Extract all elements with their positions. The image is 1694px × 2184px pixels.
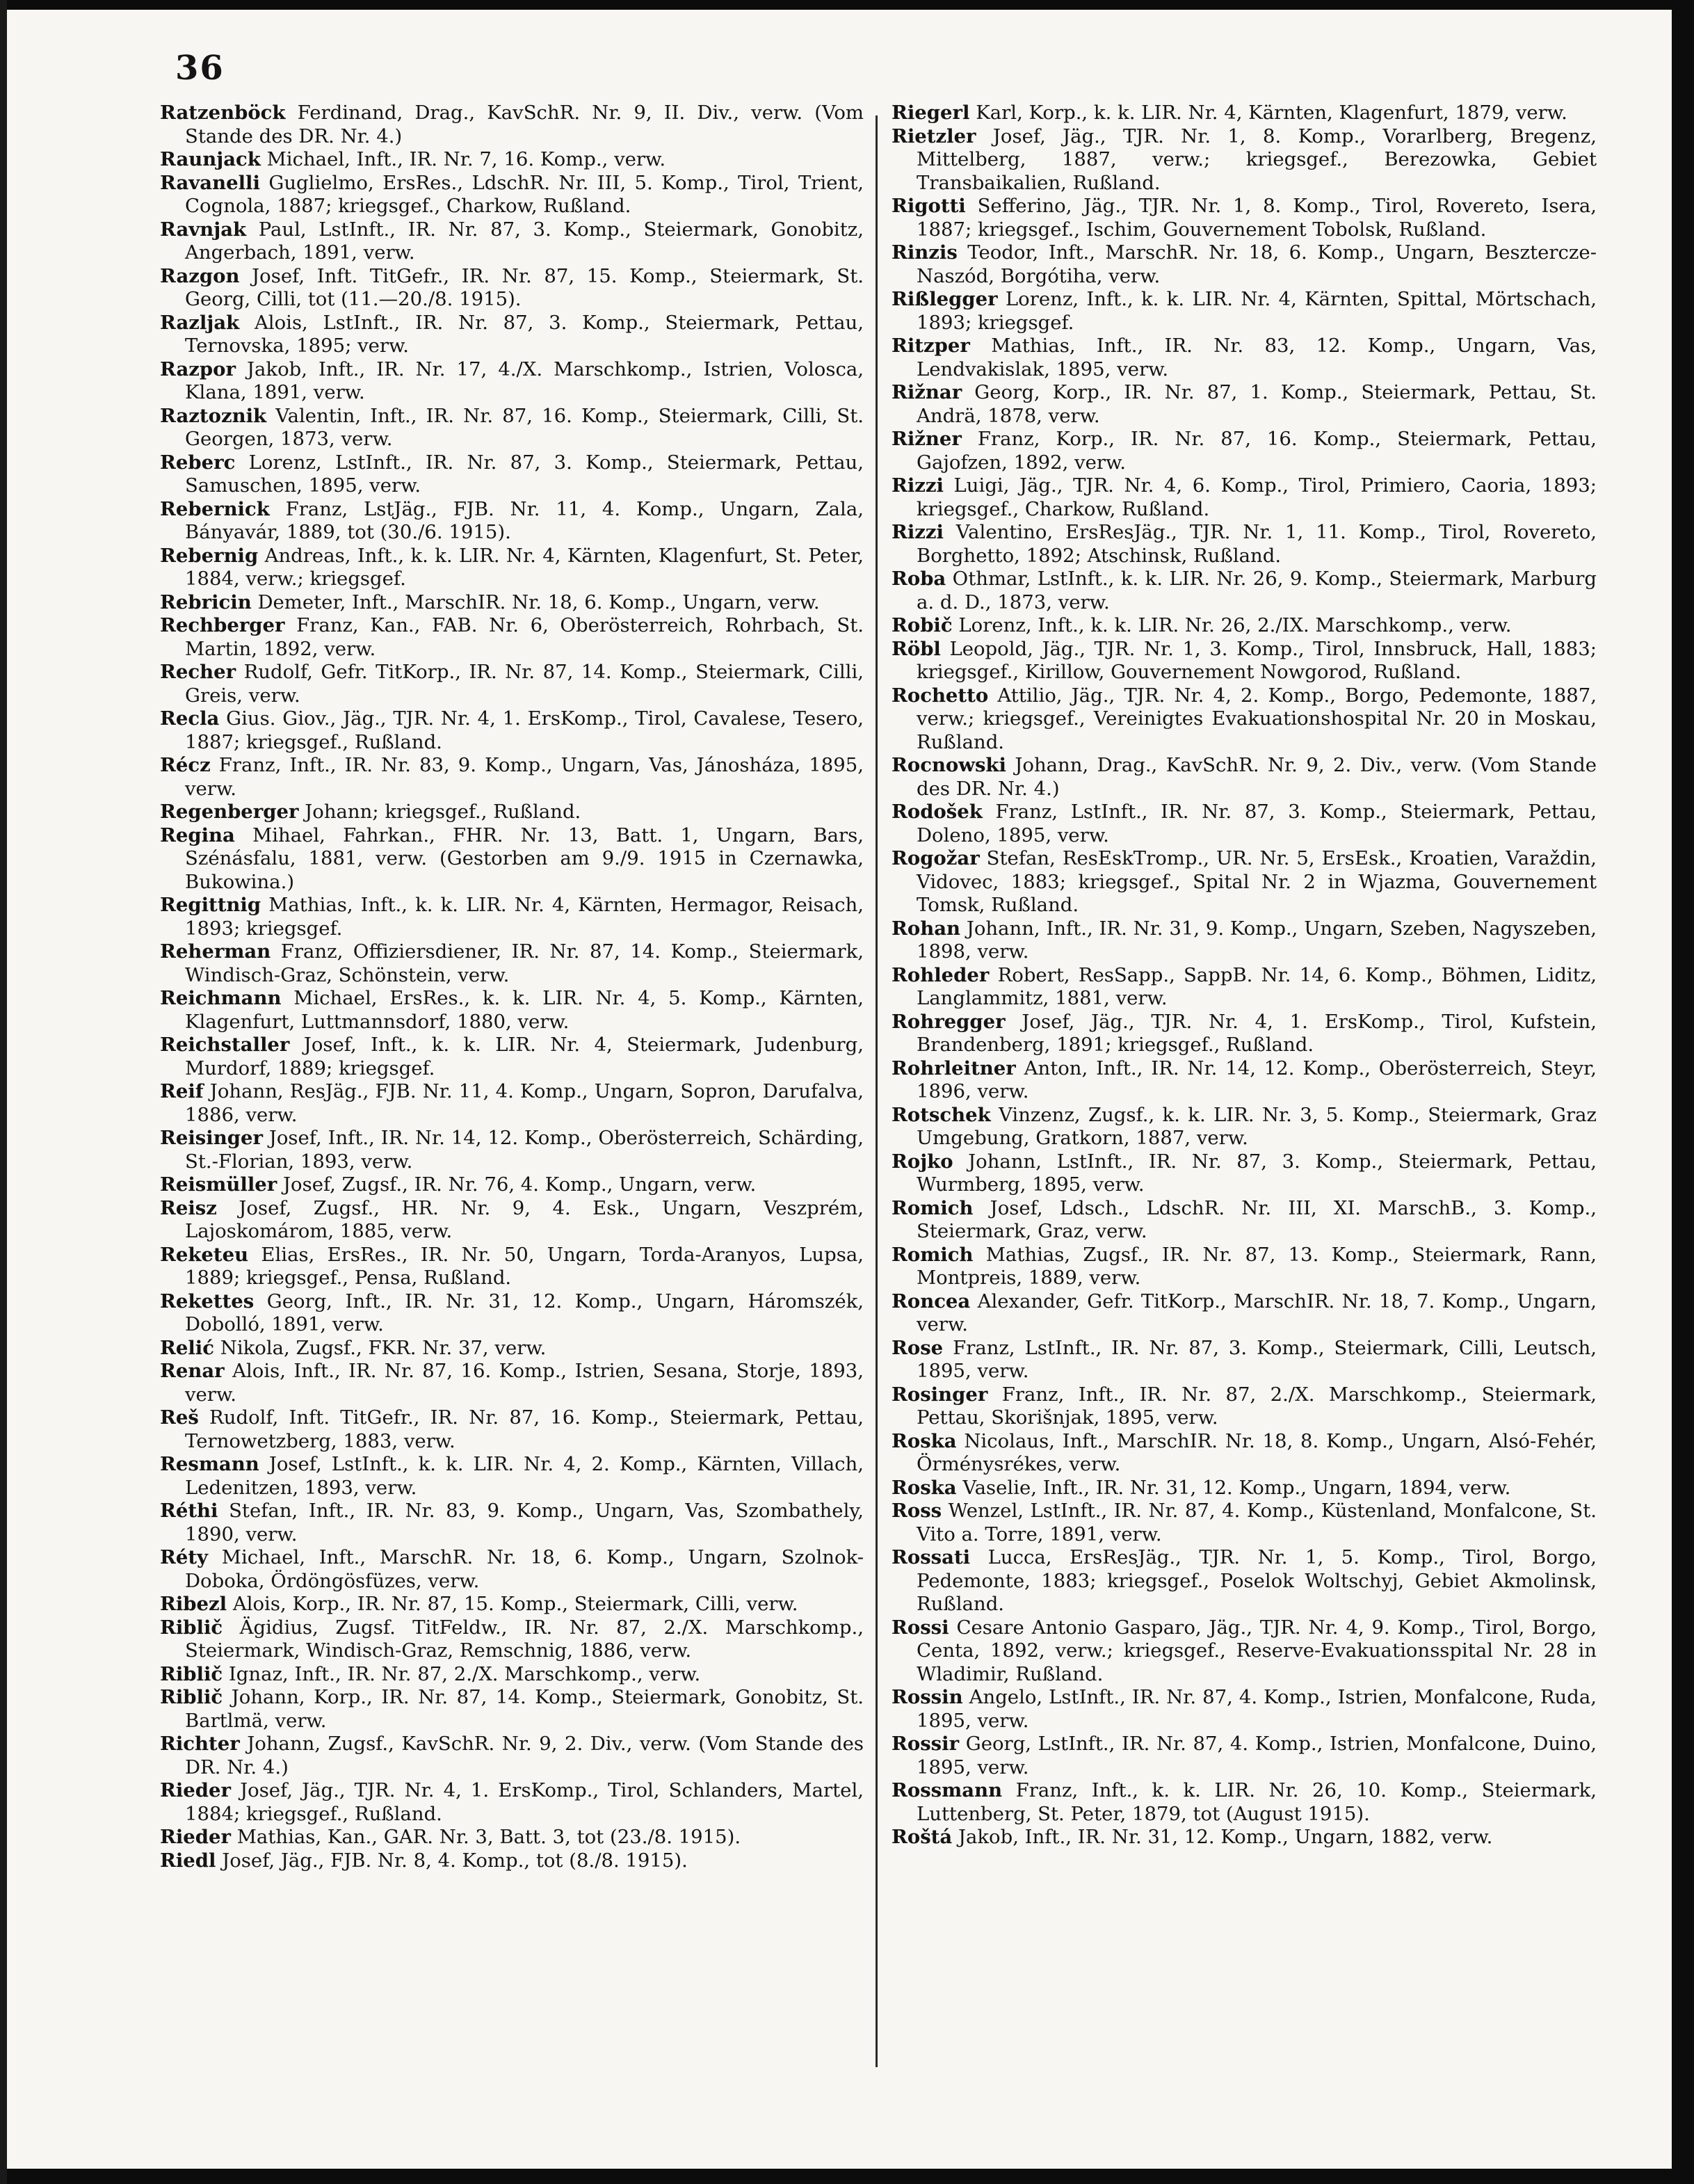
register-entry	[892, 801, 1597, 847]
entry-details: Wenzel, LstInft., IR. Nr. 87, 4. Komp., Küstenland, Monfalcone, St. Vito a. Torre, 1891, verw.	[917, 1500, 1597, 1545]
entry-details: Rudolf, Gefr. TitKorp., IR. Nr. 87, 14. Komp., Steiermark, Cilli, Greis, verw.	[185, 661, 864, 707]
entry-surname: Raztoznik	[160, 404, 267, 427]
entry-details: Sefferino, Jäg., TJR. Nr. 1, 8. Komp., Tirol, Rovereto, Isera, 1887; kriegsgef., Ischim, Gouvernement Tobolsk, Rußland.	[917, 195, 1597, 241]
entry-surname: Rose	[892, 1336, 944, 1359]
entry-surname: Réty	[160, 1546, 209, 1568]
register-entry	[160, 1337, 864, 1360]
entry-surname: Rohan	[892, 917, 961, 940]
entry-details: Franz, Inft., k. k. LIR. Nr. 26, 10. Komp., Steiermark, Luttenberg, St. Peter, 1879, tot (August 1915).	[917, 1779, 1597, 1825]
entry-details: Elias, ErsRes., IR. Nr. 50, Ungarn, Torda-Aranyos, Lupsa, 1889; kriegsgef., Pensa, Rußland.	[185, 1243, 864, 1289]
entry-details: Franz, Inft., IR. Nr. 87, 2./X. Marschkomp., Steiermark, Pettau, Skorišnjak, 1895, verw.	[917, 1383, 1597, 1429]
entry-details: Nikola, Zugsf., FKR. Nr. 37, verw.	[220, 1336, 547, 1359]
entry-surname: Rochetto	[892, 684, 989, 707]
register-entry	[160, 987, 864, 1034]
entry-surname: Rohregger	[892, 1010, 1006, 1033]
entry-surname: Rosinger	[892, 1383, 988, 1406]
entry-details: Johann, Drag., KavSchR. Nr. 9, 2. Div., verw. (Vom Stande des DR. Nr. 4.)	[917, 754, 1597, 800]
entry-surname: Reichmann	[160, 987, 282, 1009]
register-entry	[160, 894, 864, 940]
register-entry	[892, 1686, 1597, 1733]
entry-surname: Regittnig	[160, 894, 261, 916]
register-entry	[160, 265, 864, 312]
entry-surname: Razljak	[160, 311, 240, 334]
entry-surname: Reif	[160, 1080, 204, 1102]
entry-details: Demeter, Inft., MarschIR. Nr. 18, 6. Komp., Ungarn, verw.	[257, 591, 820, 613]
register-entry	[892, 1546, 1597, 1616]
entry-details: Vinzenz, Zugsf., k. k. LIR. Nr. 3, 5. Komp., Steiermark, Graz Umgebung, Gratkorn, 1887, verw.	[917, 1103, 1597, 1149]
register-entry	[892, 381, 1597, 428]
register-entry	[160, 1360, 864, 1406]
register-entry	[892, 1826, 1597, 1849]
page-number: 36	[175, 49, 225, 88]
register-entry	[892, 195, 1597, 241]
entry-details: Michael, ErsRes., k. k. LIR. Nr. 4, 5. Komp., Kärnten, Klagenfurt, Luttmannsdorf, 1880, verw.	[185, 987, 864, 1033]
entry-details: Georg, Inft., IR. Nr. 31, 12. Komp., Ungarn, Háromszék, Dobolló, 1891, verw.	[185, 1290, 864, 1335]
register-entry	[160, 358, 864, 405]
entry-surname: Roštá	[892, 1826, 953, 1848]
entry-details: Georg, Korp., IR. Nr. 87, 1. Komp., Steiermark, Pettau, St. Andrä, 1878, verw.	[917, 381, 1597, 427]
register-entry	[160, 1034, 864, 1080]
register-entry	[892, 1779, 1597, 1826]
register-entry	[892, 847, 1597, 917]
entry-details: Josef, Jäg., TJR. Nr. 4, 1. ErsKomp., Tirol, Kufstein, Brandenberg, 1891; kriegsgef., Rußland.	[917, 1010, 1597, 1056]
entry-surname: Rossati	[892, 1546, 971, 1568]
register-entry	[160, 1616, 864, 1663]
register-entry	[892, 1616, 1597, 1687]
entry-details: Stefan, Inft., IR. Nr. 83, 9. Komp., Ungarn, Vas, Szombathely, 1890, verw.	[185, 1500, 864, 1545]
entry-surname: Reisinger	[160, 1127, 263, 1149]
entry-surname: Reš	[160, 1406, 199, 1429]
entry-details: Josef, Zugsf., IR. Nr. 76, 4. Komp., Ungarn, verw.	[283, 1173, 757, 1196]
entry-details: Alexander, Gefr. TitKorp., MarschIR. Nr. 18, 7. Komp., Ungarn, verw.	[917, 1290, 1597, 1335]
entry-details: Michael, Inft., MarschR. Nr. 18, 6. Komp., Ungarn, Szolnok-Doboka, Ördöngösfüzes, verw.	[185, 1546, 864, 1592]
entry-surname: Ratzenböck	[160, 102, 286, 124]
entry-details: Lorenz, Inft., k. k. LIR. Nr. 26, 2./IX. Marschkomp., verw.	[958, 614, 1512, 636]
entry-surname: Ravnjak	[160, 218, 247, 241]
register-entry	[160, 1080, 864, 1127]
entry-surname: Reismüller	[160, 1173, 277, 1196]
scan-edge-top	[0, 0, 1694, 10]
entry-surname: Riblič	[160, 1616, 223, 1639]
register-entry	[160, 1197, 864, 1244]
register-entry	[160, 498, 864, 545]
entry-details: Stefan, ResEskTromp., UR. Nr. 5, ErsEsk., Kroatien, Varaždin, Vidovec, 1883; kriegsgef., Spital Nr. 2 in Wjazma, Gouvernement Tomsk, Rußland.	[917, 847, 1597, 916]
entry-surname: Romich	[892, 1243, 974, 1266]
register-entry	[160, 614, 864, 661]
entry-surname: Rieder	[160, 1826, 232, 1848]
entry-surname: Rossin	[892, 1686, 963, 1708]
entry-details: Lorenz, LstInft., IR. Nr. 87, 3. Komp., Steiermark, Pettau, Samuschen, 1895, verw.	[185, 451, 864, 497]
entry-details: Alois, Korp., IR. Nr. 87, 15. Komp., Steiermark, Cilli, verw.	[232, 1593, 798, 1615]
entry-surname: Reberc	[160, 451, 236, 474]
entry-details: Lorenz, Inft., k. k. LIR. Nr. 4, Kärnten, Spittal, Mörtschach, 1893; kriegsgef.	[917, 288, 1597, 334]
entry-surname: Relić	[160, 1336, 214, 1359]
entry-surname: Rigotti	[892, 195, 966, 217]
register-entry	[160, 707, 864, 754]
register-entry	[160, 1849, 864, 1873]
entry-details: Andreas, Inft., k. k. LIR. Nr. 4, Kärnten, Klagenfurt, St. Peter, 1884, verw.; kriegsgef.	[185, 544, 864, 590]
entry-surname: Rizzi	[892, 521, 944, 543]
register-entry	[160, 1779, 864, 1826]
register-entry	[892, 1150, 1597, 1197]
register-entry	[892, 1104, 1597, 1150]
entry-surname: Rossi	[892, 1616, 949, 1639]
entry-details: Robert, ResSapp., SappB. Nr. 14, 6. Komp., Böhmen, Liditz, Langlammitz, 1881, verw.	[917, 963, 1597, 1009]
entry-surname: Rossmann	[892, 1779, 1003, 1801]
entry-surname: Reisz	[160, 1196, 217, 1219]
entry-surname: Resmann	[160, 1453, 259, 1475]
entry-surname: Ribezl	[160, 1593, 227, 1615]
register-entry	[160, 1826, 864, 1849]
entry-details: Josef, Inft. TitGefr., IR. Nr. 87, 15. Komp., Steiermark, St. Georg, Cilli, tot (11.—20./8. 1915).	[185, 264, 864, 310]
entry-details: Franz, Korp., IR. Nr. 87, 16. Komp., Steiermark, Pettau, Gajofzen, 1892, verw.	[917, 428, 1597, 474]
entry-details: Josef, Jäg., FJB. Nr. 8, 4. Komp., tot (8./8. 1915).	[222, 1849, 688, 1872]
scan-edge-bottom	[0, 2169, 1694, 2184]
entry-surname: Rietzler	[892, 125, 976, 147]
entry-details: Valentino, ErsResJäg., TJR. Nr. 1, 11. Komp., Tirol, Rovereto, Borghetto, 1892; Atschinsk, Rußland.	[917, 521, 1597, 567]
register-entry	[160, 754, 864, 801]
entry-surname: Rossir	[892, 1733, 960, 1755]
entry-surname: Reherman	[160, 940, 271, 963]
entry-details: Mathias, Kan., GAR. Nr. 3, Batt. 3, tot (23./8. 1915).	[236, 1826, 741, 1848]
entry-details: Nicolaus, Inft., MarschIR. Nr. 18, 8. Komp., Ungarn, Alsó-Fehér, Örménysrékes, verw.	[917, 1429, 1597, 1475]
entry-details: Karl, Korp., k. k. LIR. Nr. 4, Kärnten, Klagenfurt, 1879, verw.	[976, 102, 1567, 124]
entry-surname: Reichstaller	[160, 1034, 290, 1056]
register-entry	[160, 1406, 864, 1453]
register-entry	[892, 1733, 1597, 1779]
register-entry	[892, 428, 1597, 474]
entry-details: Luigi, Jäg., TJR. Nr. 4, 6. Komp., Tirol, Primiero, Caoria, 1893; kriegsgef., Charkow, Rußland.	[917, 474, 1597, 520]
entry-surname: Riegerl	[892, 102, 970, 124]
entry-details: Ignaz, Inft., IR. Nr. 87, 2./X. Marschkomp., verw.	[228, 1662, 701, 1685]
entry-surname: Rodošek	[892, 801, 983, 823]
entry-surname: Rebernick	[160, 497, 270, 520]
register-entry	[160, 1686, 864, 1733]
register-entry	[160, 1173, 864, 1197]
register-entry	[892, 684, 1597, 755]
register-entry	[892, 521, 1597, 568]
entry-surname: Riedl	[160, 1849, 216, 1872]
entry-details: Mihael, Fahrkan., FHR. Nr. 13, Batt. 1, Ungarn, Bars, Szénásfalu, 1881, verw. (Gestorben am 9./9. 1915 in Czernawka, Bukowina.)	[185, 824, 864, 893]
register-entry	[892, 638, 1597, 684]
entry-surname: Réthi	[160, 1500, 218, 1522]
register-entry	[892, 1244, 1597, 1290]
entry-details: Gius. Giov., Jäg., TJR. Nr. 4, 1. ErsKomp., Tirol, Cavalese, Tesero, 1887; kriegsgef., Rußland.	[185, 707, 864, 753]
entry-details: Johann, Zugsf., KavSchR. Nr. 9, 2. Div., verw. (Vom Stande des DR. Nr. 4.)	[185, 1733, 864, 1778]
register-entry	[160, 218, 864, 265]
register-entry	[160, 312, 864, 358]
register-entry	[160, 801, 864, 824]
entry-details: Franz, Inft., IR. Nr. 83, 9. Komp., Ungarn, Vas, Jánosháza, 1895, verw.	[185, 754, 864, 800]
entry-surname: Rotschek	[892, 1103, 991, 1126]
entry-details: Lucca, ErsResJäg., TJR. Nr. 1, 5. Komp., Tirol, Borgo, Pedemonte, 1883; kriegsgef., Poselok Woltschyj, Gebiet Akmolinsk, Rußland.	[917, 1546, 1597, 1615]
entry-surname: Romich	[892, 1196, 974, 1219]
entry-surname: Razgon	[160, 264, 240, 287]
scan-edge-right	[1672, 0, 1694, 2184]
register-entry	[892, 964, 1597, 1011]
entry-surname: Roska	[892, 1429, 957, 1452]
entry-surname: Rechberger	[160, 614, 285, 636]
register-entry	[892, 568, 1597, 614]
entry-details: Paul, LstInft., IR. Nr. 87, 3. Komp., Steiermark, Gonobitz, Angerbach, 1891, verw.	[185, 218, 864, 264]
register-entry	[160, 591, 864, 615]
entry-surname: Récz	[160, 754, 211, 776]
entry-surname: Rekettes	[160, 1290, 255, 1312]
entry-surname: Rinzis	[892, 241, 958, 264]
register-entry	[160, 1593, 864, 1616]
register-entry	[160, 1546, 864, 1593]
register-entry	[160, 405, 864, 451]
entry-surname: Rieder	[160, 1779, 232, 1801]
entry-surname: Reketeu	[160, 1243, 249, 1266]
entry-details: Mathias, Inft., k. k. LIR. Nr. 4, Kärnten, Hermagor, Reisach, 1893; kriegsgef.	[185, 894, 864, 940]
entry-details: Mathias, Zugsf., IR. Nr. 87, 13. Komp., Steiermark, Rann, Montpreis, 1889, verw.	[917, 1243, 1597, 1289]
entry-surname: Rižnar	[892, 381, 962, 403]
entry-details: Ägidius, Zugsf. TitFeldw., IR. Nr. 87, 2./X. Marschkomp., Steiermark, Windisch-Graz, Remschnig, 1886, verw.	[185, 1616, 864, 1662]
entry-surname: Regina	[160, 824, 235, 846]
entry-surname: Rebernig	[160, 544, 259, 567]
register-entry	[892, 1290, 1597, 1337]
register-entry	[892, 335, 1597, 381]
entry-surname: Rižner	[892, 428, 962, 450]
entry-details: Johann; kriegsgef., Rußland.	[305, 801, 581, 823]
entry-surname: Rohleder	[892, 963, 990, 986]
entry-surname: Rebricin	[160, 591, 252, 613]
entry-details: Vaselie, Inft., IR. Nr. 31, 12. Komp., Ungarn, 1894, verw.	[962, 1476, 1511, 1499]
entry-surname: Regenberger	[160, 801, 299, 823]
entry-details: Josef, LstInft., k. k. LIR. Nr. 4, 2. Komp., Kärnten, Villach, Ledenitzen, 1893, verw.	[185, 1453, 864, 1499]
register-entry	[892, 1337, 1597, 1383]
entry-details: Alois, Inft., IR. Nr. 87, 16. Komp., Istrien, Sesana, Storje, 1893, verw.	[185, 1360, 864, 1406]
entry-surname: Raunjack	[160, 148, 261, 170]
entry-details: Johann, Inft., IR. Nr. 31, 9. Komp., Ungarn, Szeben, Nagyszeben, 1898, verw.	[917, 917, 1597, 963]
entry-details: Othmar, LstInft., k. k. LIR. Nr. 26, 9. Komp., Steiermark, Marburg a. d. D., 1873, verw.	[917, 568, 1597, 613]
entry-details: Ferdinand, Drag., KavSchR. Nr. 9, II. Div., verw. (Vom Stande des DR. Nr. 4.)	[185, 102, 864, 147]
scan-edge-left	[0, 0, 7, 2184]
entry-surname: Recla	[160, 707, 220, 730]
register-entry	[892, 1383, 1597, 1430]
register-entry	[160, 1127, 864, 1173]
entry-details: Franz, LstInft., IR. Nr. 87, 3. Komp., Steiermark, Pettau, Doleno, 1895, verw.	[917, 801, 1597, 846]
register-entry	[892, 241, 1597, 288]
register-entry	[160, 1244, 864, 1290]
entry-surname: Roncea	[892, 1290, 971, 1312]
entry-surname: Rocnowski	[892, 754, 1006, 776]
entry-details: Mathias, Inft., IR. Nr. 83, 12. Komp., Ungarn, Vas, Lendvakislak, 1895, verw.	[917, 335, 1597, 380]
entry-details: Michael, Inft., IR. Nr. 7, 16. Komp., verw.	[266, 148, 666, 170]
entry-surname: Robič	[892, 614, 953, 636]
entry-details: Rudolf, Inft. TitGefr., IR. Nr. 87, 16. Komp., Steiermark, Pettau, Ternowetzberg, 1883, verw.	[185, 1406, 864, 1452]
register-entry	[160, 940, 864, 987]
entry-surname: Richter	[160, 1733, 240, 1755]
register-entry	[892, 1477, 1597, 1500]
entry-surname: Roba	[892, 568, 946, 590]
entry-details: Johann, ResJäg., FJB. Nr. 11, 4. Komp., Ungarn, Sopron, Darufalva, 1886, verw.	[185, 1080, 864, 1126]
register-entry	[892, 125, 1597, 195]
entry-surname: Rojko	[892, 1150, 953, 1173]
entry-surname: Rohrleitner	[892, 1057, 1016, 1079]
register-entry	[892, 614, 1597, 638]
register-entry	[160, 451, 864, 498]
register-entry	[160, 1500, 864, 1546]
entry-details: Valentin, Inft., IR. Nr. 87, 16. Komp., Steiermark, Cilli, St. Georgen, 1873, verw.	[185, 404, 864, 450]
entry-surname: Rißlegger	[892, 288, 998, 310]
register-entry	[160, 102, 864, 148]
entry-details: Josef, Jäg., TJR. Nr. 4, 1. ErsKomp., Tirol, Schlanders, Martel, 1884; kriegsgef., Rußland.	[185, 1779, 864, 1825]
register-entry	[160, 1733, 864, 1779]
entry-details: Alois, LstInft., IR. Nr. 87, 3. Komp., Steiermark, Pettau, Ternovska, 1895; verw.	[185, 311, 864, 357]
register-entry	[160, 824, 864, 894]
entry-details: Georg, LstInft., IR. Nr. 87, 4. Komp., Istrien, Monfalcone, Duino, 1895, verw.	[917, 1733, 1597, 1778]
entry-details: Cesare Antonio Gasparo, Jäg., TJR. Nr. 4, 9. Komp., Tirol, Borgo, Centa, 1892, verw.; kriegsgef., Reserve-Evakuationsspital Nr. 28 in Wladimir, Rußland.	[917, 1616, 1597, 1685]
entry-surname: Ravanelli	[160, 171, 260, 194]
entry-surname: Roska	[892, 1476, 957, 1499]
entry-surname: Rizzi	[892, 474, 944, 497]
register-entry	[892, 754, 1597, 801]
register-entry	[892, 102, 1597, 125]
register-entry	[892, 1197, 1597, 1244]
entry-details: Teodor, Inft., MarschR. Nr. 18, 6. Komp., Ungarn, Besztercze-Naszód, Borgótiha, verw.	[917, 241, 1597, 287]
entry-details: Franz, LstJäg., FJB. Nr. 11, 4. Komp., Ungarn, Zala, Bányavár, 1889, tot (30./6. 1915).	[185, 497, 864, 543]
register-entry	[160, 1453, 864, 1500]
register-entry	[160, 1663, 864, 1687]
entry-details: Josef, Ldsch., LdschR. Nr. III, XI. MarschB., 3. Komp., Steiermark, Graz, verw.	[917, 1196, 1597, 1242]
entry-details: Attilio, Jäg., TJR. Nr. 4, 2. Komp., Borgo, Pedemonte, 1887, verw.; kriegsgef., Vereinigtes Evakuationshospital Nr. 20 in Moskau, Rußland.	[917, 684, 1597, 753]
entry-surname: Riblič	[160, 1686, 223, 1708]
entry-surname: Razpor	[160, 358, 236, 380]
register-entry	[160, 1290, 864, 1337]
register-entry	[892, 1057, 1597, 1104]
column-divider	[876, 115, 878, 2067]
entry-details: Angelo, LstInft., IR. Nr. 87, 4. Komp., Istrien, Monfalcone, Ruda, 1895, verw.	[917, 1686, 1597, 1732]
register-entry	[892, 1430, 1597, 1477]
entry-details: Johann, Korp., IR. Nr. 87, 14. Komp., Steiermark, Gonobitz, St. Bartlmä, verw.	[185, 1686, 864, 1732]
entry-details: Josef, Zugsf., HR. Nr. 9, 4. Esk., Ungarn, Veszprém, Lajoskomárom, 1885, verw.	[185, 1196, 864, 1242]
entry-details: Franz, Offiziersdiener, IR. Nr. 87, 14. Komp., Steiermark, Windisch-Graz, Schönstein, verw.	[185, 940, 864, 986]
entry-surname: Rogožar	[892, 847, 980, 869]
register-entry	[892, 1500, 1597, 1546]
entry-details: Jakob, Inft., IR. Nr. 31, 12. Komp., Ungarn, 1882, verw.	[958, 1826, 1493, 1848]
entry-details: Leopold, Jäg., TJR. Nr. 1, 3. Komp., Tirol, Innsbruck, Hall, 1883; kriegsgef., Kirillow, Gouvernement Nowgorod, Rußland.	[917, 637, 1597, 683]
register-entry	[892, 288, 1597, 335]
register-entry	[160, 661, 864, 707]
entry-surname: Ritzper	[892, 335, 970, 357]
register-entry	[160, 172, 864, 218]
register-entry	[892, 474, 1597, 521]
entry-surname: Recher	[160, 661, 236, 683]
entry-surname: Ross	[892, 1500, 942, 1522]
entry-details: Franz, LstInft., IR. Nr. 87, 3. Komp., Steiermark, Cilli, Leutsch, 1895, verw.	[917, 1336, 1597, 1382]
entry-surname: Röbl	[892, 637, 941, 660]
register-entry	[160, 148, 864, 172]
register-entry	[160, 545, 864, 591]
entry-details: Josef, Jäg., TJR. Nr. 1, 8. Komp., Vorarlberg, Bregenz, Mittelberg, 1887, verw.; kriegsgef., Berezowka, Gebiet Transbaikalien, Rußland.	[917, 125, 1597, 194]
entry-details: Franz, Kan., FAB. Nr. 6, Oberösterreich, Rohrbach, St. Martin, 1892, verw.	[185, 614, 864, 660]
entry-details: Jakob, Inft., IR. Nr. 17, 4./X. Marschkomp., Istrien, Volosca, Klana, 1891, verw.	[185, 358, 864, 403]
entry-details: Josef, Inft., IR. Nr. 14, 12. Komp., Oberösterreich, Schärding, St.-Florian, 1893, verw.	[185, 1127, 864, 1173]
right-column	[892, 102, 1597, 1849]
entry-surname: Riblič	[160, 1662, 223, 1685]
entry-surname: Renar	[160, 1360, 225, 1382]
left-column	[160, 102, 864, 1872]
entry-details: Anton, Inft., IR. Nr. 14, 12. Komp., Oberösterreich, Steyr, 1896, verw.	[917, 1057, 1597, 1102]
entry-details: Josef, Inft., k. k. LIR. Nr. 4, Steiermark, Judenburg, Murdorf, 1889; kriegsgef.	[185, 1034, 864, 1079]
register-entry	[892, 1011, 1597, 1057]
entry-details: Johann, LstInft., IR. Nr. 87, 3. Komp., Steiermark, Pettau, Wurmberg, 1895, verw.	[917, 1150, 1597, 1196]
register-entry	[892, 917, 1597, 964]
entry-details: Guglielmo, ErsRes., LdschR. Nr. III, 5. Komp., Tirol, Trient, Cognola, 1887; kriegsgef., Charkow, Rußland.	[185, 171, 864, 217]
